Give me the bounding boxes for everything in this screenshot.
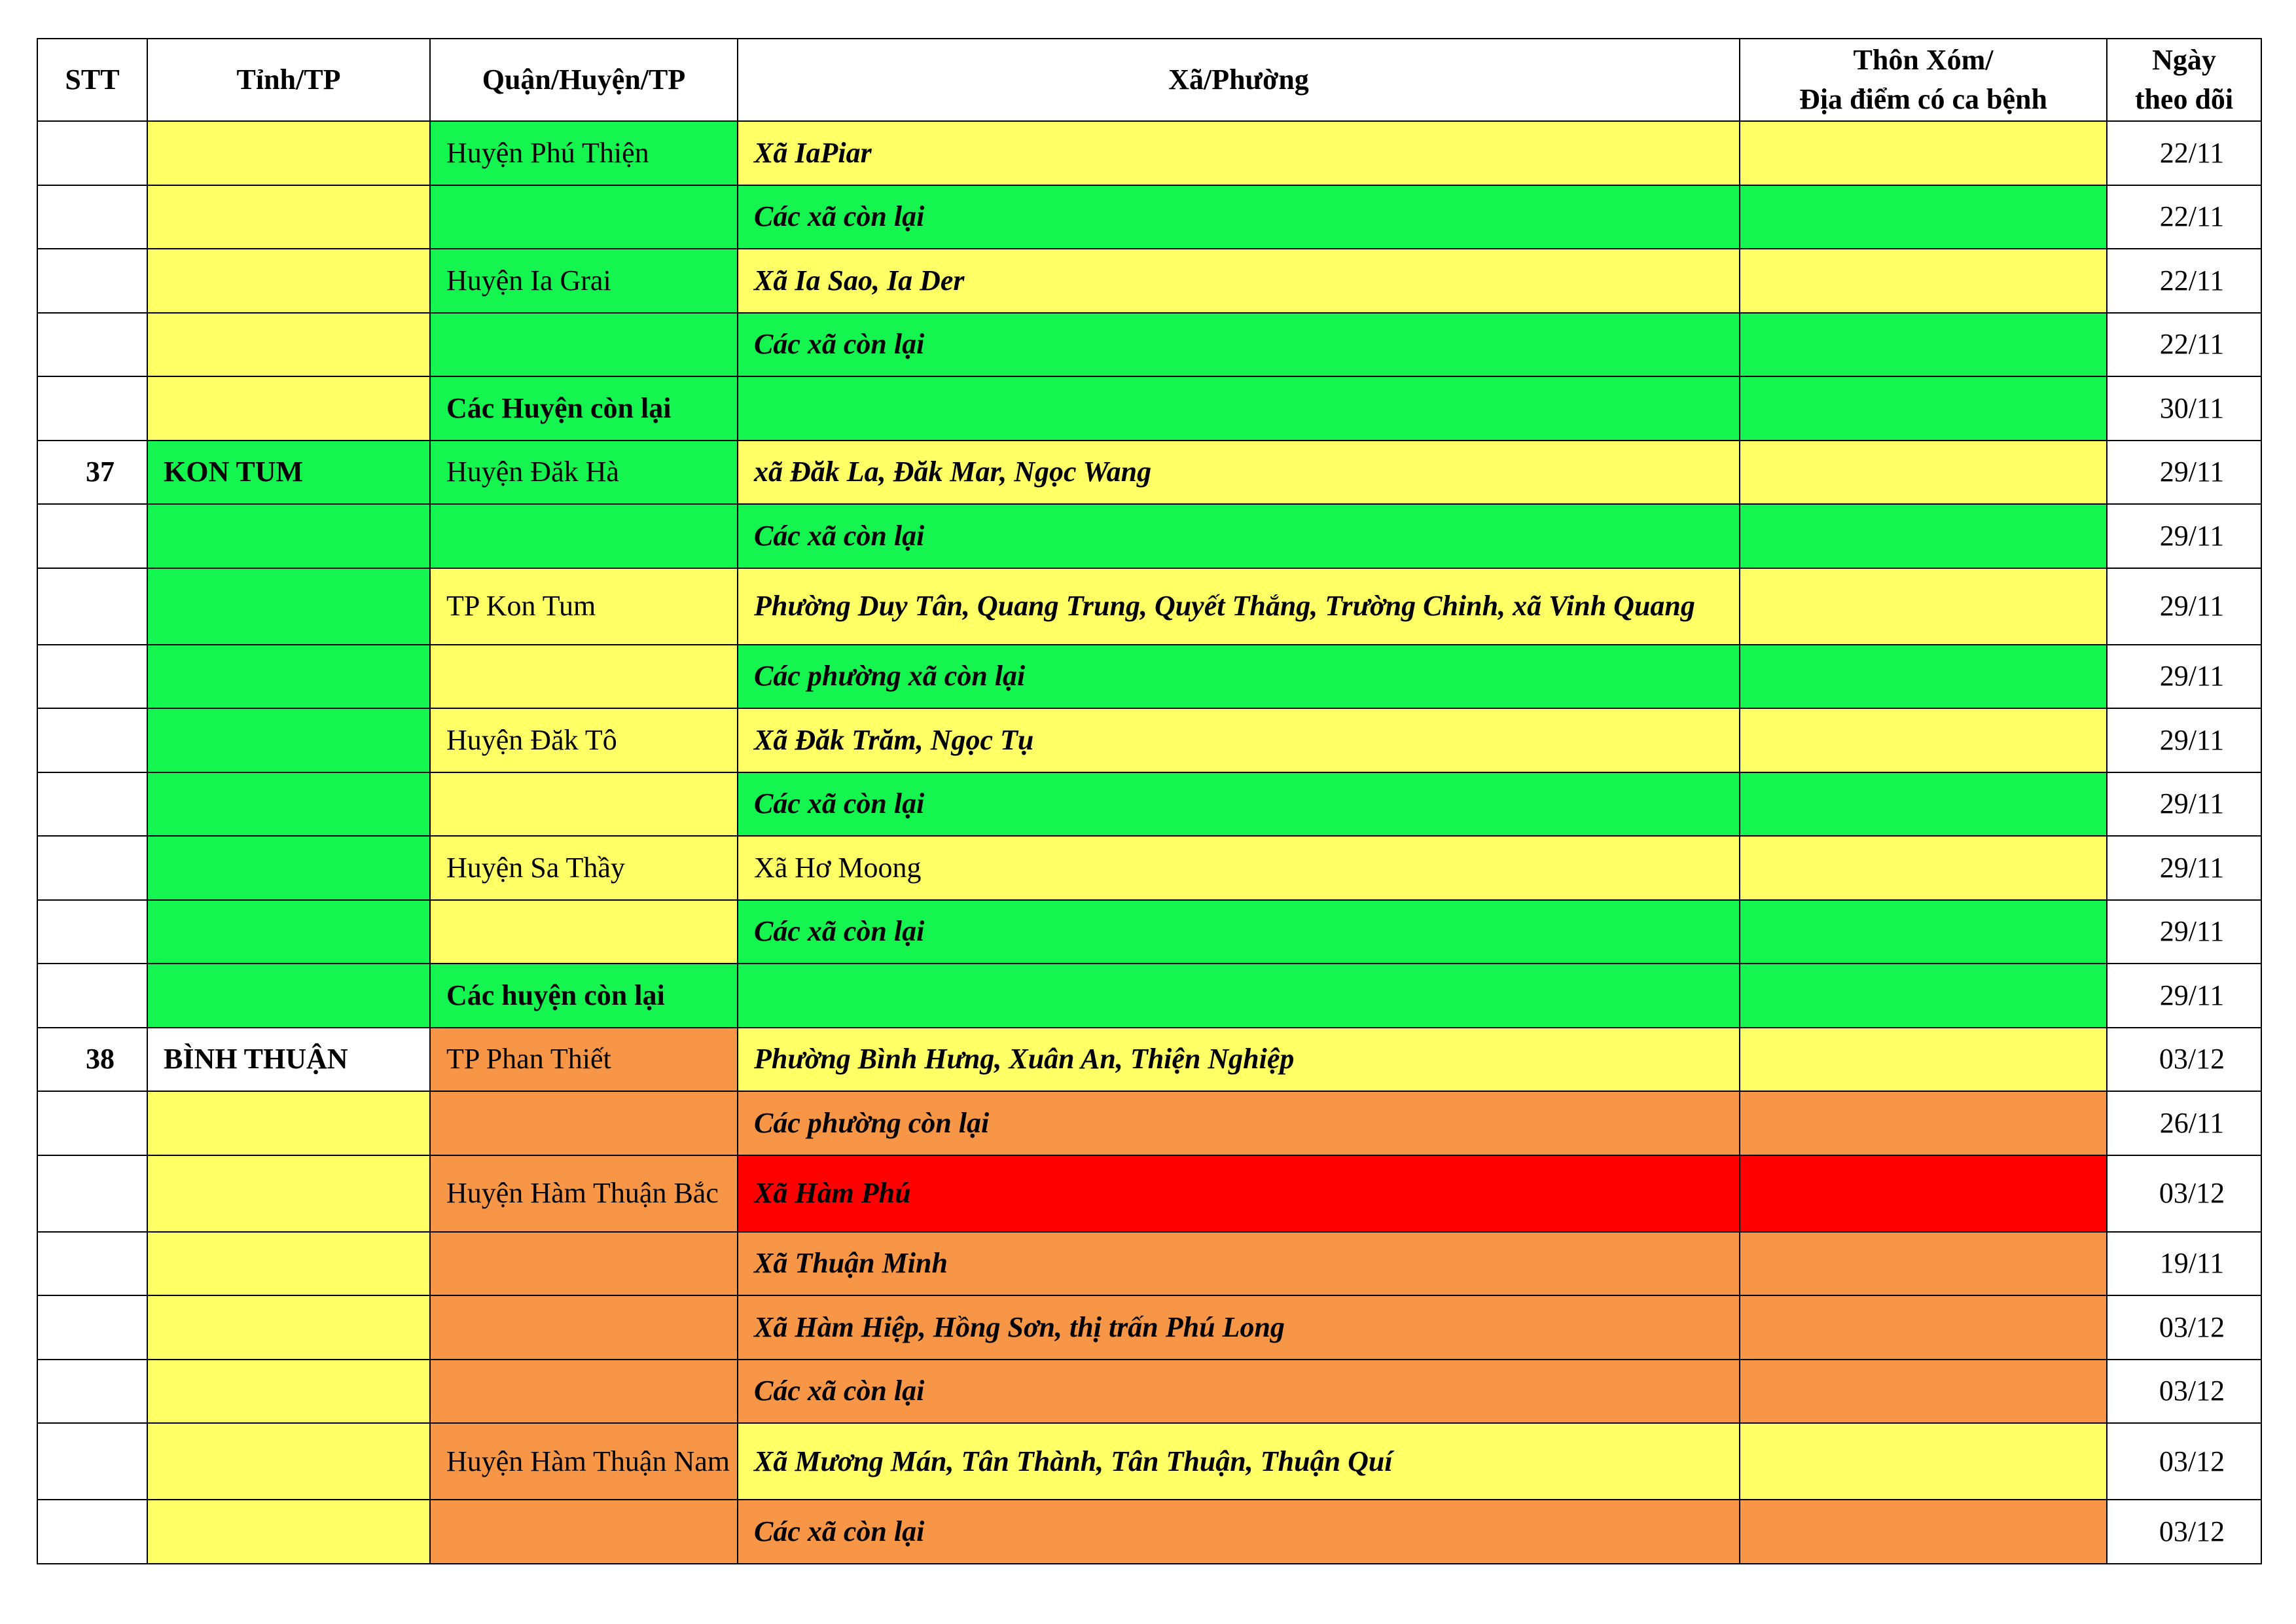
district-cell: Các Huyện còn lại [430, 376, 738, 441]
date-cell: 30/11 [2107, 376, 2261, 441]
ward-cell: Xã Hàm Hiệp, Hồng Sơn, thị trấn Phú Long [738, 1295, 1740, 1360]
hamlet-cell [1740, 504, 2107, 568]
district-cell: Huyện Phú Thiện [430, 121, 738, 185]
ward-cell: Xã IaPiar [738, 121, 1740, 185]
province-cell [147, 313, 430, 377]
date-cell: 03/12 [2107, 1500, 2261, 1564]
district-cell [430, 900, 738, 964]
hamlet-cell [1740, 645, 2107, 709]
hamlet-cell [1740, 1360, 2107, 1424]
district-cell [430, 1091, 738, 1155]
hamlet-cell [1740, 441, 2107, 505]
stt-cell [37, 964, 147, 1028]
epidemic-zone-table [37, 38, 2262, 1564]
date-cell: 22/11 [2107, 121, 2261, 185]
province-cell [147, 1360, 430, 1424]
date-cell: 29/11 [2107, 772, 2261, 837]
header-date-line2: theo dõi [2134, 83, 2234, 115]
district-cell [430, 313, 738, 377]
table-row [37, 1423, 2261, 1500]
hamlet-cell [1740, 568, 2107, 645]
date-cell: 29/11 [2107, 568, 2261, 645]
table-row [37, 504, 2261, 568]
stt-cell [37, 1295, 147, 1360]
date-cell: 03/12 [2107, 1028, 2261, 1092]
ward-cell: Các xã còn lại [738, 900, 1740, 964]
province-cell [147, 772, 430, 837]
district-cell [430, 772, 738, 837]
province-cell [147, 376, 430, 441]
hamlet-cell [1740, 900, 2107, 964]
district-cell: Huyện Hàm Thuận Bắc [430, 1155, 738, 1232]
stt-cell: 38 [37, 1028, 147, 1092]
ward-cell: xã Đăk La, Đăk Mar, Ngọc Wang [738, 441, 1740, 505]
hamlet-cell [1740, 313, 2107, 377]
table-row [37, 1091, 2261, 1155]
stt-cell [37, 185, 147, 249]
hamlet-cell [1740, 1295, 2107, 1360]
table-row [37, 1500, 2261, 1564]
header-district: Quận/Huyện/TP [430, 39, 738, 121]
ward-cell: Xã Đăk Trăm, Ngọc Tụ [738, 708, 1740, 772]
stt-cell [37, 900, 147, 964]
stt-cell [37, 1155, 147, 1232]
hamlet-cell [1740, 964, 2107, 1028]
province-cell: KON TUM [147, 441, 430, 505]
date-cell: 29/11 [2107, 645, 2261, 709]
date-cell: 29/11 [2107, 441, 2261, 505]
hamlet-cell [1740, 1028, 2107, 1092]
stt-cell [37, 313, 147, 377]
ward-cell: Các xã còn lại [738, 1360, 1740, 1424]
stt-cell [37, 708, 147, 772]
ward-cell: Các phường còn lại [738, 1091, 1740, 1155]
hamlet-cell [1740, 249, 2107, 313]
stt-cell [37, 1232, 147, 1296]
province-cell [147, 185, 430, 249]
stt-cell [37, 645, 147, 709]
table-row [37, 185, 2261, 249]
ward-cell: Xã Ia Sao, Ia Der [738, 249, 1740, 313]
header-row [37, 39, 2261, 121]
ward-cell: Xã Hơ Moong [738, 836, 1740, 900]
province-cell [147, 249, 430, 313]
date-cell: 19/11 [2107, 1232, 2261, 1296]
table-row [37, 964, 2261, 1028]
hamlet-cell [1740, 121, 2107, 185]
province-cell [147, 836, 430, 900]
district-cell [430, 1232, 738, 1296]
header-ward: Xã/Phường [738, 39, 1740, 121]
hamlet-cell [1740, 772, 2107, 837]
header-province: Tỉnh/TP [147, 39, 430, 121]
stt-cell [37, 1423, 147, 1500]
date-cell: 03/12 [2107, 1423, 2261, 1500]
date-cell: 22/11 [2107, 249, 2261, 313]
ward-cell: Xã Hàm Phú [738, 1155, 1740, 1232]
header-date-line1: Ngày [2152, 44, 2216, 76]
province-cell [147, 568, 430, 645]
stt-cell [37, 504, 147, 568]
province-cell [147, 900, 430, 964]
district-cell [430, 1360, 738, 1424]
table-row [37, 441, 2261, 505]
date-cell: 03/12 [2107, 1360, 2261, 1424]
table-row [37, 645, 2261, 709]
district-cell: TP Phan Thiết [430, 1028, 738, 1092]
stt-cell [37, 772, 147, 837]
province-cell [147, 645, 430, 709]
table-row [37, 836, 2261, 900]
hamlet-cell [1740, 1500, 2107, 1564]
header-hamlet [1740, 39, 2107, 121]
table-row [37, 1295, 2261, 1360]
stt-cell: 37 [37, 441, 147, 505]
header-hamlet-line1: Thôn Xóm/ [1853, 44, 1994, 76]
district-cell: Huyện Hàm Thuận Nam [430, 1423, 738, 1500]
province-cell [147, 708, 430, 772]
province-cell [147, 1155, 430, 1232]
table-row [37, 376, 2261, 441]
hamlet-cell [1740, 376, 2107, 441]
table-row [37, 1232, 2261, 1296]
district-cell [430, 1295, 738, 1360]
ward-cell: Các xã còn lại [738, 313, 1740, 377]
district-cell [430, 645, 738, 709]
ward-cell: Các xã còn lại [738, 1500, 1740, 1564]
province-cell [147, 1423, 430, 1500]
ward-cell: Xã Mương Mán, Tân Thành, Tân Thuận, Thuận Quí [738, 1423, 1740, 1500]
stt-cell [37, 249, 147, 313]
date-cell: 29/11 [2107, 504, 2261, 568]
date-cell: 03/12 [2107, 1295, 2261, 1360]
district-cell: Huyện Đăk Tô [430, 708, 738, 772]
ward-cell: Phường Bình Hưng, Xuân An, Thiện Nghiệp [738, 1028, 1740, 1092]
hamlet-cell [1740, 1232, 2107, 1296]
header-date [2107, 39, 2261, 121]
hamlet-cell [1740, 708, 2107, 772]
stt-cell [37, 836, 147, 900]
stt-cell [37, 568, 147, 645]
stt-cell [37, 1500, 147, 1564]
district-cell: Huyện Sa Thầy [430, 836, 738, 900]
stt-cell [37, 1360, 147, 1424]
table-row [37, 1028, 2261, 1092]
table-row [37, 1155, 2261, 1232]
district-cell [430, 504, 738, 568]
header-stt: STT [37, 39, 147, 121]
district-cell: Huyện Ia Grai [430, 249, 738, 313]
stt-cell [37, 1091, 147, 1155]
table-row [37, 121, 2261, 185]
date-cell: 29/11 [2107, 964, 2261, 1028]
province-cell [147, 1295, 430, 1360]
table-row [37, 249, 2261, 313]
district-cell: TP Kon Tum [430, 568, 738, 645]
province-cell [147, 964, 430, 1028]
date-cell: 22/11 [2107, 313, 2261, 377]
province-cell [147, 1091, 430, 1155]
date-cell: 29/11 [2107, 836, 2261, 900]
date-cell: 22/11 [2107, 185, 2261, 249]
hamlet-cell [1740, 836, 2107, 900]
table-row [37, 900, 2261, 964]
province-cell [147, 504, 430, 568]
hamlet-cell [1740, 1155, 2107, 1232]
district-cell: Các huyện còn lại [430, 964, 738, 1028]
ward-cell: Các xã còn lại [738, 772, 1740, 837]
province-cell [147, 1500, 430, 1564]
hamlet-cell [1740, 185, 2107, 249]
table-row [37, 1360, 2261, 1424]
header-hamlet-line2: Địa điểm có ca bệnh [1799, 83, 2047, 115]
date-cell: 26/11 [2107, 1091, 2261, 1155]
stt-cell [37, 376, 147, 441]
date-cell: 29/11 [2107, 708, 2261, 772]
ward-cell: Phường Duy Tân, Quang Trung, Quyết Thắng, Trường Chinh, xã Vinh Quang [738, 568, 1740, 645]
ward-cell: Các xã còn lại [738, 504, 1740, 568]
table-row [37, 313, 2261, 377]
date-cell: 03/12 [2107, 1155, 2261, 1232]
province-cell [147, 121, 430, 185]
district-cell [430, 1500, 738, 1564]
province-cell: BÌNH THUẬN [147, 1028, 430, 1092]
ward-cell [738, 376, 1740, 441]
ward-cell: Xã Thuận Minh [738, 1232, 1740, 1296]
hamlet-cell [1740, 1423, 2107, 1500]
ward-cell: Các xã còn lại [738, 185, 1740, 249]
table-row [37, 568, 2261, 645]
district-cell: Huyện Đăk Hà [430, 441, 738, 505]
ward-cell: Các phường xã còn lại [738, 645, 1740, 709]
province-cell [147, 1232, 430, 1296]
table-row [37, 772, 2261, 837]
stt-cell [37, 121, 147, 185]
date-cell: 29/11 [2107, 900, 2261, 964]
hamlet-cell [1740, 1091, 2107, 1155]
table-row [37, 708, 2261, 772]
ward-cell [738, 964, 1740, 1028]
district-cell [430, 185, 738, 249]
